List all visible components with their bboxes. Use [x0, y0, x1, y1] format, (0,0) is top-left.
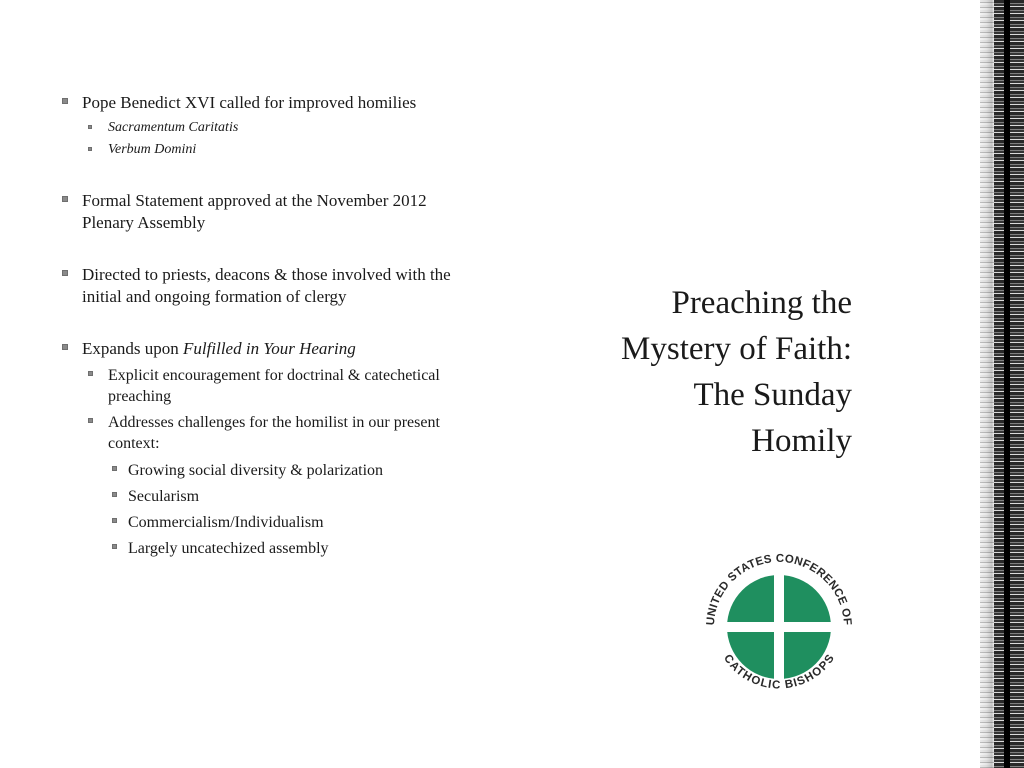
bullet-list [58, 92, 458, 559]
square-bullet-icon [88, 418, 93, 423]
list-item [82, 460, 458, 481]
square-bullet-icon [112, 466, 117, 471]
list-item [82, 538, 458, 559]
seal-graphic [696, 544, 862, 710]
list-item [82, 412, 458, 559]
square-bullet-icon [88, 147, 92, 151]
square-bullet-icon [112, 544, 117, 549]
title-line: Preaching the [671, 285, 852, 321]
bullet-text: Directed to priests, deacons & those involved with the initial and ongoing formation of clergy [82, 265, 451, 306]
list-item [58, 264, 458, 308]
square-bullet-icon [62, 344, 68, 350]
list-item [82, 512, 458, 533]
square-bullet-icon [62, 270, 68, 276]
seal-top-text: UNITED STATES CONFERENCE OF [704, 552, 854, 626]
bullet-text: Addresses challenges for the homilist in our present context: [108, 414, 440, 452]
bullet-text: Largely uncatechized assembly [128, 540, 329, 557]
bullet-text: Growing social diversity & polarization [128, 462, 384, 479]
bullet-text: Secularism [128, 488, 200, 505]
title-line: The Sunday [693, 377, 852, 413]
usccb-seal-logo [696, 544, 862, 710]
list-item [58, 338, 458, 559]
square-bullet-icon [88, 371, 93, 376]
bullet-text: Commercialism/Individualism [128, 514, 324, 531]
bullet-text-italic: Fulfilled in Your Hearing [183, 339, 356, 358]
bullet-text: Verbum Domini [108, 142, 197, 157]
list-item [82, 140, 458, 160]
list-item [58, 190, 458, 234]
title-line: Homily [751, 423, 852, 459]
list-item [82, 118, 458, 138]
square-bullet-icon [62, 196, 68, 202]
seal-cross-horizontal [724, 622, 834, 632]
square-bullet-icon [112, 492, 117, 497]
square-bullet-icon [112, 518, 117, 523]
square-bullet-icon [88, 125, 92, 129]
bullet-text: Formal Statement approved at the November 2012 Plenary Assembly [82, 191, 427, 232]
square-bullet-icon [62, 98, 68, 104]
seal-bottom-text: CATHOLIC BISHOPS [721, 652, 837, 692]
slide-title [532, 280, 852, 464]
list-item [58, 92, 458, 160]
bullet-text: Sacramentum Caritatis [108, 120, 239, 135]
list-item [82, 486, 458, 507]
decorative-right-edge [980, 0, 1024, 768]
bullet-text: Explicit encouragement for doctrinal & catechetical preaching [108, 367, 440, 405]
title-line: Mystery of Faith: [621, 331, 852, 367]
list-item [82, 365, 458, 407]
edge-dark-line [1004, 0, 1010, 768]
bullet-text-prefix: Expands upon [82, 339, 184, 358]
bullet-text: Pope Benedict XVI called for improved homilies [82, 93, 417, 112]
